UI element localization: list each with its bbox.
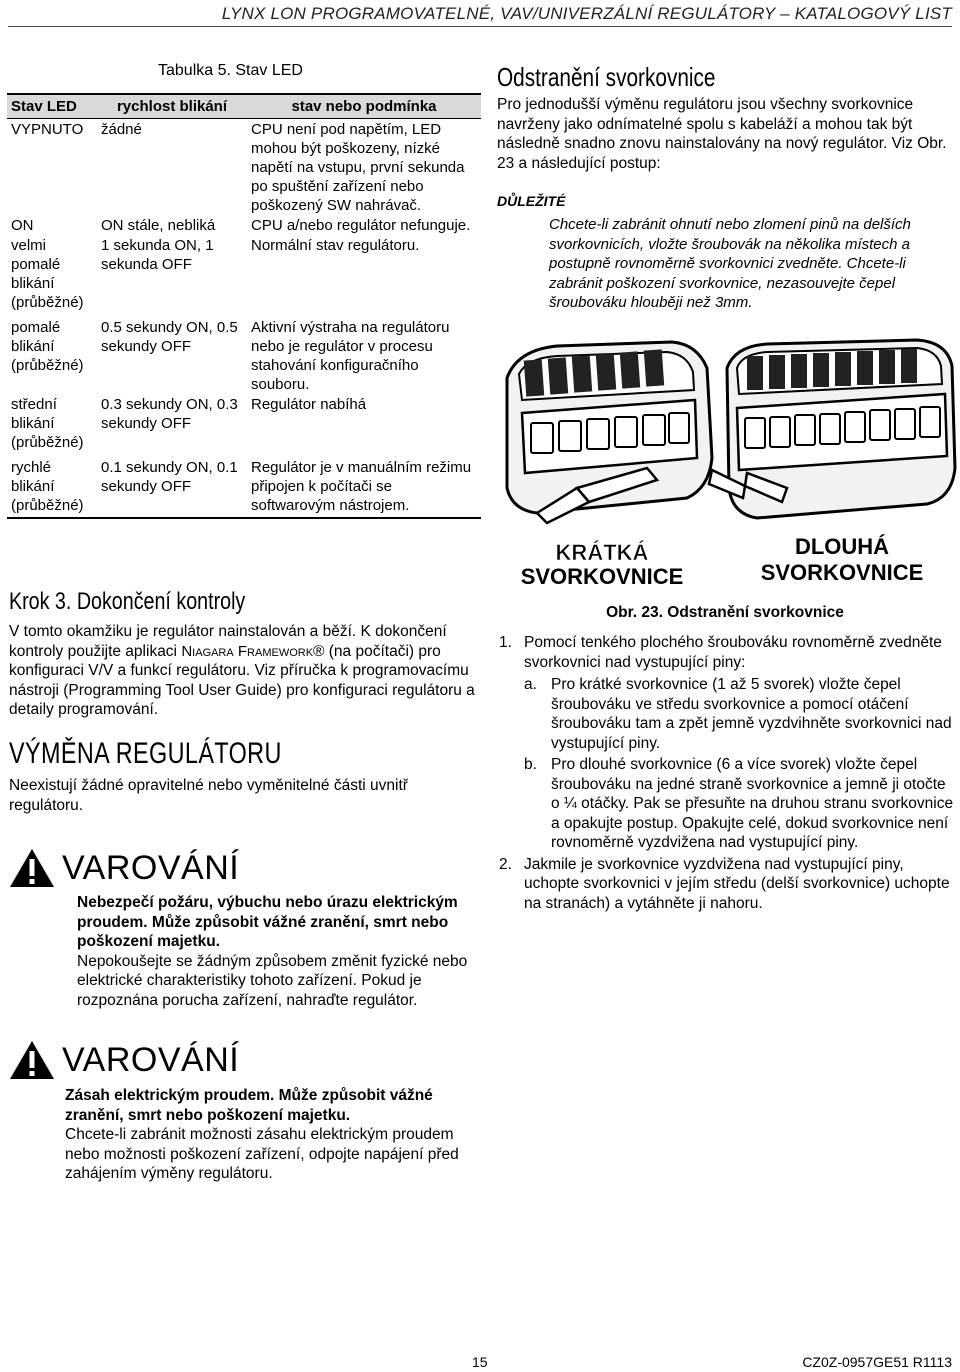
important-label: DŮLEŽITÉ [497, 193, 566, 209]
list-item [524, 755, 955, 853]
cell-state: velmi pomalé blikání (průběžné) [11, 237, 84, 311]
krok3-text-after: (na počítači) pro konfiguraci V/V a funkcí regulátoru. Viz příručka k programovacímu nástroji (Programming Tool User Guide) pro konfiguraci regulátoru a detaily programování. [9, 642, 475, 718]
cell-rate: 0.5 sekundy ON, 0.5 sekundy OFF [101, 319, 238, 355]
step-number: a. [524, 676, 537, 693]
warning-triangle-icon [9, 1040, 55, 1080]
cell-state: střední blikání (průběžné) [11, 396, 84, 451]
cell-state: pomalé blikání (průběžné) [11, 319, 84, 374]
odstraneni-heading: Odstranění svorkovnice [497, 62, 716, 92]
column-header-rate: rychlost blikání [97, 94, 247, 119]
warning2-bold-text: Zásah elektrickým proudem. Může způsobit vážné zranění, smrt nebo poškození majetku. [65, 1087, 433, 1124]
cell-state: VYPNUTO [11, 121, 84, 138]
important-text: Chcete-li zabránit ohnutí nebo zlomení pinů na delších svorkovnicích, vložte šroubovák na několika místech a postupně rovnoměrně svorkovnici zvedněte. Chcete-li zabránit poškození svorkovnice, nezasouvejte čepel šroubováku hlouběji než 3mm. [549, 216, 911, 311]
page-number: 15 [472, 1354, 488, 1370]
cell-condition: CPU a/nebo regulátor nefunguje. [251, 217, 471, 234]
list-item [497, 633, 955, 672]
step-text: Pomocí tenkého plochého šroubováku rovnoměrně zvedněte svorkovnici nad vystupující piny: [524, 634, 942, 671]
long-label-line2: SVORKOVNICE [760, 560, 924, 585]
warning1-text: Nepokoušejte se žádným způsobem změnit fyzické nebo elektrické charakteristiky tohoto zařízení. Pokud je rozpoznána porucha zařízení, nahraďte regulátor. [77, 952, 468, 1009]
table-row [7, 215, 481, 235]
cell-rate: 1 sekunda ON, 1 sekunda OFF [101, 237, 214, 273]
short-label-line1: KRÁTKÁ [555, 540, 649, 565]
procedure-steps [497, 633, 955, 916]
step-number: b. [524, 756, 537, 773]
cell-condition: Aktivní výstraha na regulátoru nebo je regulátor v procesu stahování konfiguračního souboru. [251, 319, 450, 393]
table-row [7, 235, 481, 312]
step-number: 2. [499, 855, 512, 873]
warning1-title: VAROVÁNÍ [62, 849, 240, 887]
table-header-row [7, 94, 481, 119]
table-row [7, 452, 481, 518]
cell-rate: 0.3 sekundy ON, 0.3 sekundy OFF [101, 396, 238, 432]
krok3-paragraph [9, 622, 479, 720]
table-row [7, 394, 481, 452]
warning2-body [65, 1086, 475, 1184]
cell-condition: Regulátor nabíhá [251, 396, 367, 413]
app-name: Niagara Framework [181, 642, 314, 660]
terminal-removal-figure [497, 338, 960, 595]
short-terminal-illustration [507, 342, 712, 589]
table-row [7, 312, 481, 394]
column-header-condition: stav nebo podmínka [247, 94, 481, 119]
column-header-state: Stav LED [7, 94, 97, 119]
led-status-table [7, 93, 481, 519]
long-terminal-illustration [709, 340, 955, 585]
warning2-text: Chcete-li zabránit možnosti zásahu elektrickým proudem nebo možnosti poškození zařízení, odpojte napájení před zahájením výměny regulátoru. [65, 1126, 459, 1182]
table-row [7, 119, 481, 216]
header-rule [8, 26, 952, 27]
list-item [497, 855, 955, 914]
cell-condition: Regulátor je v manuálním režimu připojen k počítači se softwarovým nástrojem. [247, 452, 481, 518]
cell-condition: CPU není pod napětím, LED mohou být poškozeny, nízké napětí na vstupu, první sekunda po spuštění zařízení nebo poškozený SW nahrávač. [251, 121, 465, 214]
vymena-heading: VÝMĚNA REGULÁTORU [9, 737, 282, 770]
step-number: 1. [499, 634, 512, 651]
step-text: Jakmile je svorkovnice vyzdvižena nad vystupující piny, uchopte svorkovnici v jejím středu (delší svorkovnice) uchopte na stranách) a vytáhněte ji nahoru. [524, 855, 950, 912]
odstraneni-paragraph: Pro jednodušší výměnu regulátoru jsou všechny svorkovnice navrženy jako odnímatelné spolu s kabeláží a mohou tak být následně snadno znovu nainstalovány na nový regulátor. Viz Obr. 23 a následující postup: [497, 96, 947, 172]
cell-state: rychlé blikání (průběžné) [7, 452, 97, 518]
cell-rate: žádné [101, 121, 142, 138]
registered-mark: ® [313, 642, 325, 660]
cell-condition: Normální stav regulátoru. [251, 237, 420, 254]
running-header: LYNX LON PROGRAMOVATELNÉ, VAV/UNIVERZÁLNÍ REGULÁTORY – KATALOGOVÝ LIST [221, 4, 952, 23]
document-code: CZ0Z-0957GE51 R1113 [802, 1354, 952, 1370]
table-caption: Tabulka 5. Stav LED [158, 62, 303, 79]
cell-rate: ON stále, nebliká [101, 217, 216, 234]
vymena-paragraph: Neexistují žádné opravitelné nebo vyměnitelné části uvnitř regulátoru. [9, 777, 408, 814]
krok3-heading: Krok 3. Dokončení kontroly [9, 588, 246, 615]
cell-state: ON [11, 217, 34, 234]
figure-caption: Obr. 23. Odstranění svorkovnice [606, 604, 844, 621]
warning2-title: VAROVÁNÍ [62, 1041, 240, 1079]
long-label-line1: DLOUHÁ [794, 534, 890, 559]
warning1-body [77, 893, 477, 1010]
step-text: Pro krátké svorkovnice (1 až 5 svorek) vložte čepel šroubováku ve středu svorkovnice a pomocí otáčení šroubováku tam a zpět jemně vyzdvihněte svorkovnici nad vystupující piny. [551, 676, 952, 752]
warning1-bold-text: Nebezpečí požáru, výbuchu nebo úrazu elektrickým proudem. Může způsobit vážné zranění, smrt nebo poškození majetku. [77, 894, 458, 950]
short-label-line2: SVORKOVNICE [520, 564, 684, 589]
step-text: Pro dlouhé svorkovnice (6 a více svorek) vložte čepel šroubováku na jedné straně svorkovnice a jemně ji otočte o ¼ otáčky. Pak se přesuňte na druhou stranu svorkovnice a opakujte postup. Opakujte celé, dokud svorkovnice není rovnoměrně vyzdvižena nad vystupující piny. [551, 756, 954, 851]
cell-rate: 0.1 sekundy ON, 0.1 sekundy OFF [97, 452, 247, 518]
krok3-text-before: V tomto okamžiku je regulátor nainstalován a běží. K dokončení kontroly použijte aplikaci [9, 623, 447, 660]
warning-triangle-icon [9, 848, 55, 888]
list-item [524, 675, 955, 753]
